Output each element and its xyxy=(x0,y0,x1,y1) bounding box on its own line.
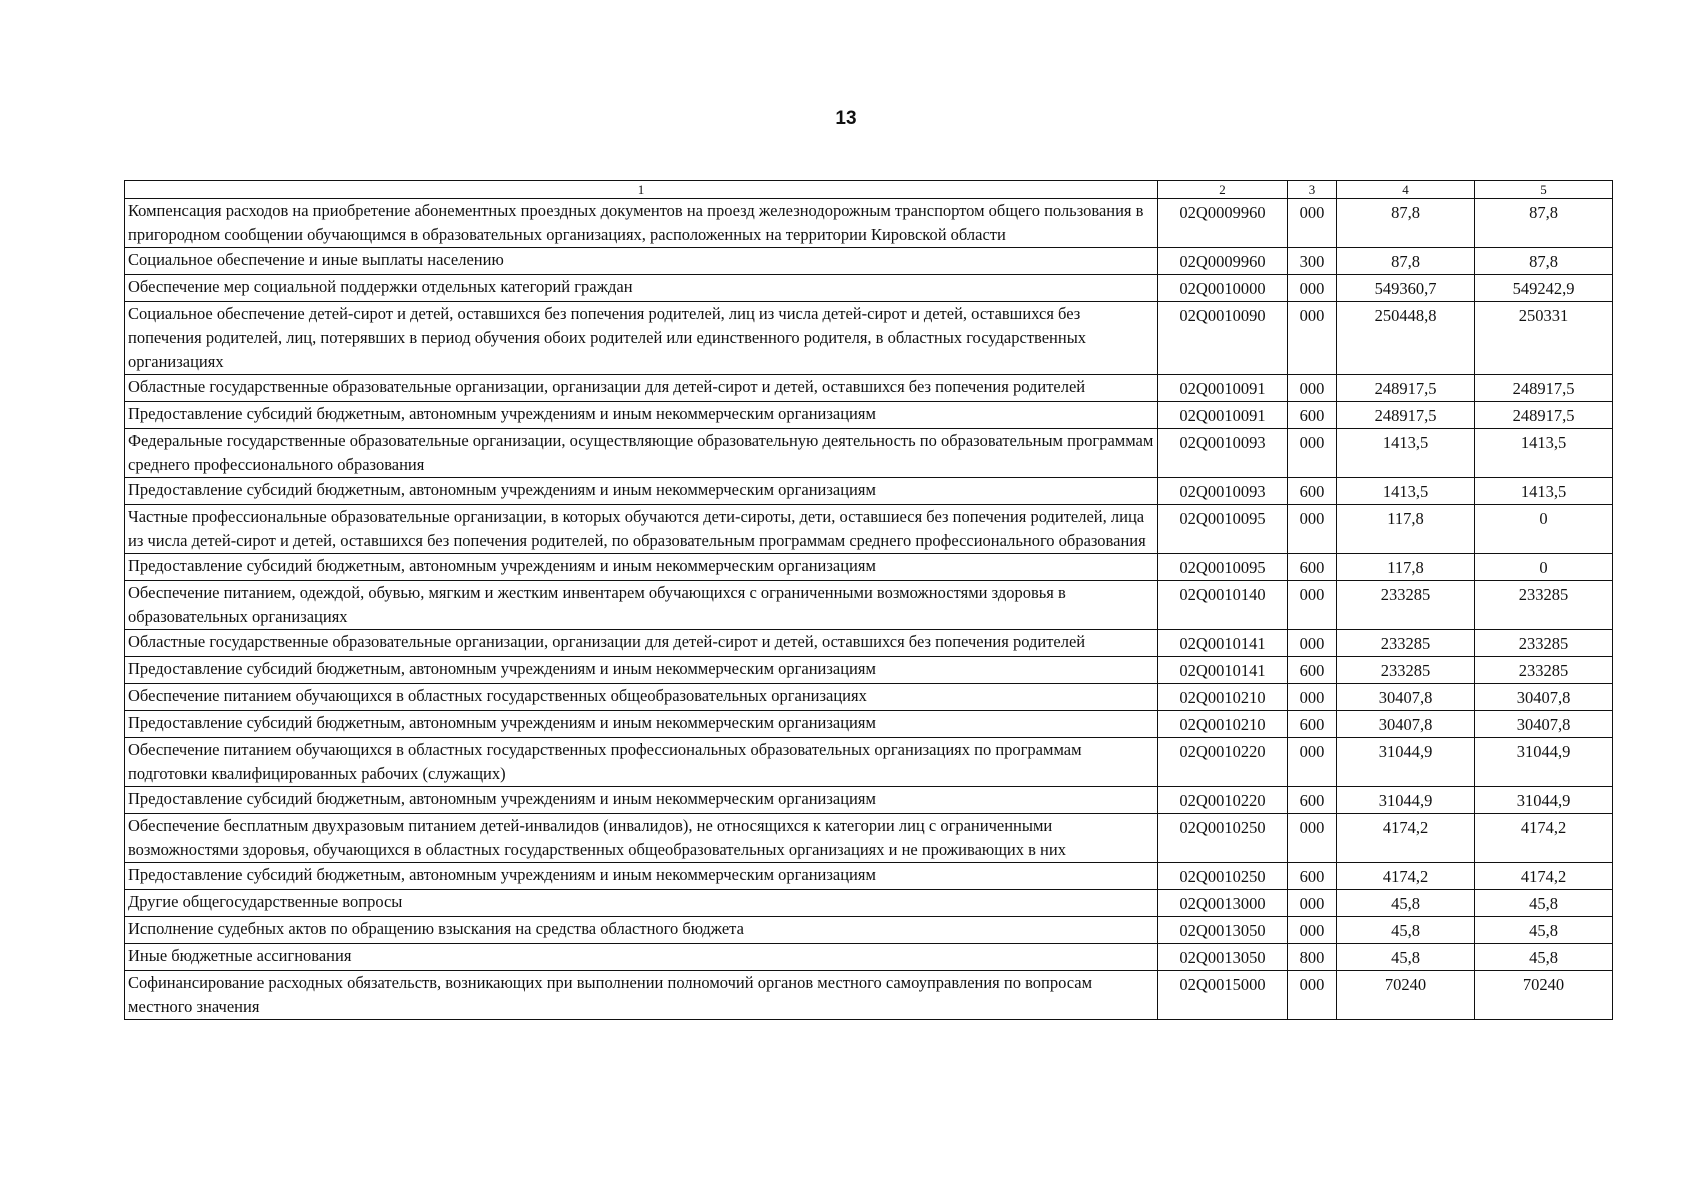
row-expense-type: 000 xyxy=(1288,275,1337,302)
table-row xyxy=(125,375,1613,402)
row-expense-type: 000 xyxy=(1288,814,1337,863)
row-value-5: 233285 xyxy=(1475,657,1613,684)
row-name: Компенсация расходов на приобретение абонементных проездных документов на проезд железнодорожным транспортом общего пользования в пригородном сообщении обучающимся в образовательных организациях, расположенных на территории Кировской области xyxy=(125,199,1158,248)
table-header xyxy=(125,181,1613,199)
row-value-4: 30407,8 xyxy=(1337,684,1475,711)
row-name: Софинансирование расходных обязательств, возникающих при выполнении полномочий органов местного самоуправления по вопросам местного значения xyxy=(125,971,1158,1020)
row-value-5: 31044,9 xyxy=(1475,787,1613,814)
row-value-4: 4174,2 xyxy=(1337,863,1475,890)
row-name: Областные государственные образовательные организации, организации для детей-сирот и детей, оставшихся без попечения родителей xyxy=(125,630,1158,657)
row-code: 02Q0010250 xyxy=(1158,814,1288,863)
row-expense-type: 000 xyxy=(1288,684,1337,711)
row-code: 02Q0010093 xyxy=(1158,429,1288,478)
row-value-4: 233285 xyxy=(1337,581,1475,630)
row-value-5: 0 xyxy=(1475,554,1613,581)
row-value-4: 45,8 xyxy=(1337,890,1475,917)
table-row xyxy=(125,971,1613,1020)
row-name: Предоставление субсидий бюджетным, автономным учреждениям и иным некоммерческим организациям xyxy=(125,787,1158,814)
row-code: 02Q0010141 xyxy=(1158,630,1288,657)
row-expense-type: 000 xyxy=(1288,199,1337,248)
row-code: 02Q0010220 xyxy=(1158,738,1288,787)
row-name: Социальное обеспечение детей-сирот и детей, оставшихся без попечения родителей, лиц из числа детей-сирот и детей, оставшихся без попечения родителей, лиц, потерявших в период обучения обоих родителей или единственного родителя, в областных государственных организациях xyxy=(125,302,1158,375)
row-code: 02Q0013050 xyxy=(1158,917,1288,944)
row-value-4: 87,8 xyxy=(1337,248,1475,275)
page-number: 13 xyxy=(835,108,857,129)
table-body xyxy=(125,199,1613,1020)
row-value-5: 250331 xyxy=(1475,302,1613,375)
table-row xyxy=(125,711,1613,738)
row-code: 02Q0010091 xyxy=(1158,375,1288,402)
table-row xyxy=(125,738,1613,787)
column-header-2: 2 xyxy=(1158,181,1288,199)
row-value-4: 4174,2 xyxy=(1337,814,1475,863)
row-value-5: 31044,9 xyxy=(1475,738,1613,787)
row-value-5: 1413,5 xyxy=(1475,478,1613,505)
row-value-4: 70240 xyxy=(1337,971,1475,1020)
table-row xyxy=(125,505,1613,554)
table-row xyxy=(125,478,1613,505)
row-value-5: 45,8 xyxy=(1475,917,1613,944)
row-value-5: 248917,5 xyxy=(1475,375,1613,402)
row-expense-type: 000 xyxy=(1288,890,1337,917)
row-name: Предоставление субсидий бюджетным, автономным учреждениям и иным некоммерческим организациям xyxy=(125,863,1158,890)
row-name: Исполнение судебных актов по обращению взыскания на средства областного бюджета xyxy=(125,917,1158,944)
row-value-5: 45,8 xyxy=(1475,944,1613,971)
row-expense-type: 600 xyxy=(1288,787,1337,814)
table-row xyxy=(125,554,1613,581)
row-value-5: 233285 xyxy=(1475,581,1613,630)
row-code: 02Q0010250 xyxy=(1158,863,1288,890)
row-value-4: 117,8 xyxy=(1337,505,1475,554)
row-code: 02Q0010141 xyxy=(1158,657,1288,684)
row-expense-type: 600 xyxy=(1288,402,1337,429)
row-code: 02Q0010091 xyxy=(1158,402,1288,429)
row-value-4: 549360,7 xyxy=(1337,275,1475,302)
row-code: 02Q0010220 xyxy=(1158,787,1288,814)
row-expense-type: 000 xyxy=(1288,630,1337,657)
row-name: Другие общегосударственные вопросы xyxy=(125,890,1158,917)
row-code: 02Q0010210 xyxy=(1158,711,1288,738)
row-code: 02Q0013000 xyxy=(1158,890,1288,917)
row-value-5: 87,8 xyxy=(1475,248,1613,275)
row-name: Предоставление субсидий бюджетным, автономным учреждениям и иным некоммерческим организациям xyxy=(125,711,1158,738)
row-expense-type: 300 xyxy=(1288,248,1337,275)
row-value-4: 1413,5 xyxy=(1337,429,1475,478)
row-expense-type: 000 xyxy=(1288,738,1337,787)
row-value-4: 30407,8 xyxy=(1337,711,1475,738)
row-expense-type: 000 xyxy=(1288,505,1337,554)
row-name: Предоставление субсидий бюджетным, автономным учреждениям и иным некоммерческим организациям xyxy=(125,554,1158,581)
row-expense-type: 600 xyxy=(1288,478,1337,505)
table-row xyxy=(125,429,1613,478)
row-expense-type: 000 xyxy=(1288,302,1337,375)
table-row xyxy=(125,787,1613,814)
row-value-5: 549242,9 xyxy=(1475,275,1613,302)
table-row xyxy=(125,581,1613,630)
table-row xyxy=(125,684,1613,711)
row-value-4: 248917,5 xyxy=(1337,402,1475,429)
row-name: Иные бюджетные ассигнования xyxy=(125,944,1158,971)
row-name: Предоставление субсидий бюджетным, автономным учреждениям и иным некоммерческим организациям xyxy=(125,657,1158,684)
row-code: 02Q0010095 xyxy=(1158,505,1288,554)
row-value-4: 233285 xyxy=(1337,657,1475,684)
row-name: Социальное обеспечение и иные выплаты населению xyxy=(125,248,1158,275)
row-code: 02Q0010000 xyxy=(1158,275,1288,302)
row-name: Обеспечение мер социальной поддержки отдельных категорий граждан xyxy=(125,275,1158,302)
row-code: 02Q0013050 xyxy=(1158,944,1288,971)
row-name: Предоставление субсидий бюджетным, автономным учреждениям и иным некоммерческим организациям xyxy=(125,478,1158,505)
row-value-4: 45,8 xyxy=(1337,944,1475,971)
table-row xyxy=(125,944,1613,971)
row-value-5: 0 xyxy=(1475,505,1613,554)
row-value-4: 248917,5 xyxy=(1337,375,1475,402)
row-value-4: 31044,9 xyxy=(1337,738,1475,787)
row-expense-type: 600 xyxy=(1288,657,1337,684)
row-name: Обеспечение бесплатным двухразовым питанием детей-инвалидов (инвалидов), не относящихся к категории лиц с ограниченными возможностями здоровья, обучающихся в областных государственных общеобразовательных организациях и не проживающих в них xyxy=(125,814,1158,863)
row-value-5: 4174,2 xyxy=(1475,863,1613,890)
row-code: 02Q0010210 xyxy=(1158,684,1288,711)
row-code: 02Q0015000 xyxy=(1158,971,1288,1020)
header-row xyxy=(125,181,1613,199)
row-name: Федеральные государственные образовательные организации, осуществляющие образовательную деятельность по образовательным программам среднего профессионального образования xyxy=(125,429,1158,478)
row-value-5: 30407,8 xyxy=(1475,684,1613,711)
row-expense-type: 600 xyxy=(1288,554,1337,581)
table-row xyxy=(125,814,1613,863)
row-name: Обеспечение питанием обучающихся в областных государственных профессиональных образовательных организациях по программам подготовки квалифицированных рабочих (служащих) xyxy=(125,738,1158,787)
row-expense-type: 000 xyxy=(1288,581,1337,630)
row-value-5: 4174,2 xyxy=(1475,814,1613,863)
row-expense-type: 000 xyxy=(1288,429,1337,478)
table-row xyxy=(125,248,1613,275)
table-row xyxy=(125,863,1613,890)
row-name: Обеспечение питанием обучающихся в областных государственных общеобразовательных организациях xyxy=(125,684,1158,711)
row-value-4: 45,8 xyxy=(1337,917,1475,944)
table-row xyxy=(125,630,1613,657)
table-row xyxy=(125,402,1613,429)
budget-table xyxy=(124,180,1613,1020)
row-code: 02Q0010093 xyxy=(1158,478,1288,505)
row-value-4: 87,8 xyxy=(1337,199,1475,248)
row-value-5: 30407,8 xyxy=(1475,711,1613,738)
table-row xyxy=(125,199,1613,248)
row-value-5: 1413,5 xyxy=(1475,429,1613,478)
row-code: 02Q0009960 xyxy=(1158,199,1288,248)
table-row xyxy=(125,275,1613,302)
row-code: 02Q0010140 xyxy=(1158,581,1288,630)
row-name: Предоставление субсидий бюджетным, автономным учреждениям и иным некоммерческим организациям xyxy=(125,402,1158,429)
row-name: Областные государственные образовательные организации, организации для детей-сирот и детей, оставшихся без попечения родителей xyxy=(125,375,1158,402)
row-name: Частные профессиональные образовательные организации, в которых обучаются дети-сироты, дети, оставшиеся без попечения родителей, лица из числа детей-сирот и детей, оставшихся без попечения родителей, по образовательным программам среднего профессионального образования xyxy=(125,505,1158,554)
row-value-5: 233285 xyxy=(1475,630,1613,657)
row-expense-type: 000 xyxy=(1288,971,1337,1020)
row-value-5: 70240 xyxy=(1475,971,1613,1020)
column-header-4: 4 xyxy=(1337,181,1475,199)
row-code: 02Q0010095 xyxy=(1158,554,1288,581)
row-code: 02Q0009960 xyxy=(1158,248,1288,275)
row-value-5: 87,8 xyxy=(1475,199,1613,248)
row-value-4: 117,8 xyxy=(1337,554,1475,581)
row-value-4: 233285 xyxy=(1337,630,1475,657)
row-expense-type: 800 xyxy=(1288,944,1337,971)
row-expense-type: 000 xyxy=(1288,375,1337,402)
row-expense-type: 600 xyxy=(1288,711,1337,738)
column-header-1: 1 xyxy=(125,181,1158,199)
column-header-5: 5 xyxy=(1475,181,1613,199)
table-row xyxy=(125,917,1613,944)
row-value-4: 31044,9 xyxy=(1337,787,1475,814)
row-value-5: 248917,5 xyxy=(1475,402,1613,429)
table-row xyxy=(125,657,1613,684)
row-expense-type: 000 xyxy=(1288,917,1337,944)
table-row xyxy=(125,890,1613,917)
row-code: 02Q0010090 xyxy=(1158,302,1288,375)
row-expense-type: 600 xyxy=(1288,863,1337,890)
row-value-4: 1413,5 xyxy=(1337,478,1475,505)
table-row xyxy=(125,302,1613,375)
row-value-4: 250448,8 xyxy=(1337,302,1475,375)
column-header-3: 3 xyxy=(1288,181,1337,199)
row-value-5: 45,8 xyxy=(1475,890,1613,917)
row-name: Обеспечение питанием, одеждой, обувью, мягким и жестким инвентарем обучающихся с ограниченными возможностями здоровья в образовательных организациях xyxy=(125,581,1158,630)
